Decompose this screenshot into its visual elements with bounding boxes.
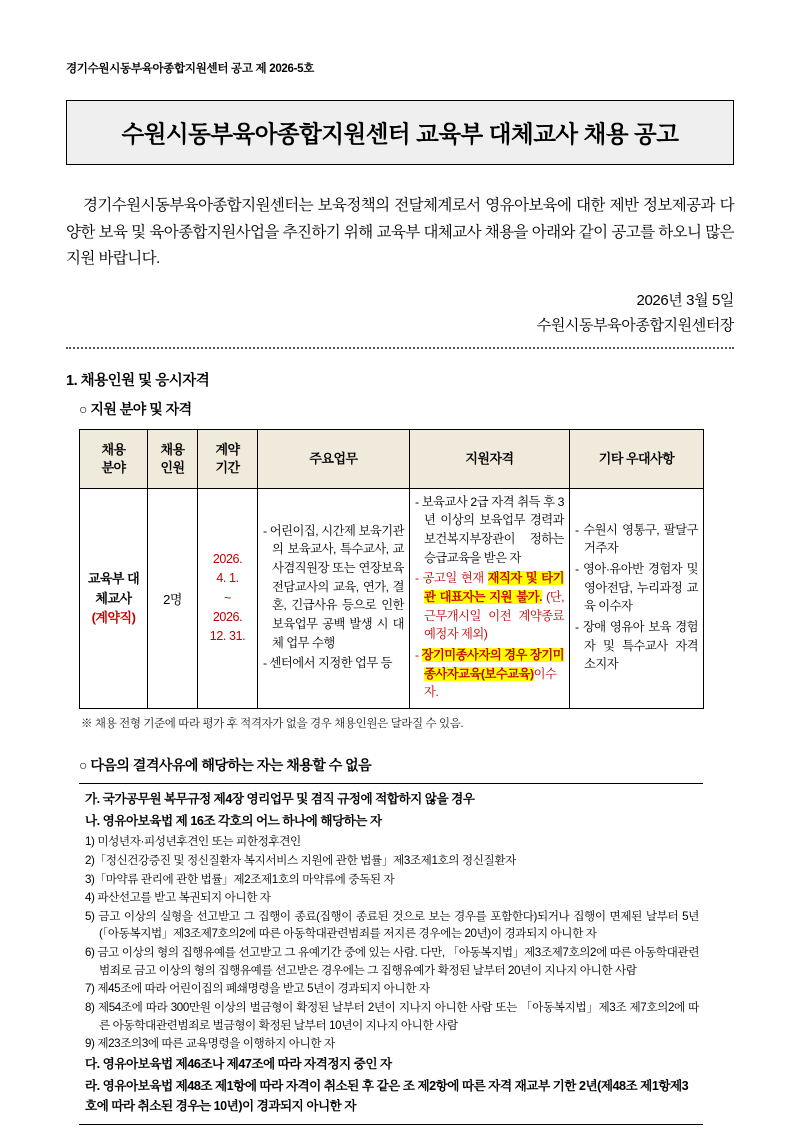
disqualification-item: 1) 미성년자·피성년후견인 또는 피한정후견인 — [85, 835, 301, 849]
document-number: 경기수원시동부육아종합지원센터 공고 제 2026-5호 — [66, 63, 315, 75]
disqualification-item: 다. 영유아보육법 제46조나 제47조에 따라 자격정지 중인 자 — [85, 1056, 392, 1071]
section-2-subheading: ○ 다음의 결격사유에 해당하는 자는 채용할 수 없음 — [79, 757, 372, 774]
cell-duty — [258, 488, 410, 709]
preference-item-2: - 영아·유아반 경험자 및 영아전담, 누리과정 교육 이수자 — [575, 561, 698, 614]
disqualification-item: 8) 제54조에 따라 300만원 이상의 벌금형이 확정된 날부터 2년이 지나지 아니한 사람 또는 「아동복지법」제3조 제7호의2에 따른 아동학대관련범죄로 벌금형이 확정된 날부터 10년이 지나지 아니한 사람 — [85, 1000, 699, 1032]
intro-paragraph: 경기수원시동부육아종합지원센터는 보육정책의 전달체계로서 영유아보육에 대한 제반 정보제공과 다양한 보육 및 육아종합지원사업을 추진하기 위해 교육부 대체교사 채용을 아래와 같이 공고를 하오니 많은 지원 바랍니다. — [66, 197, 734, 268]
cell-preference — [570, 488, 704, 709]
disqualification-box — [79, 783, 703, 1125]
preference-item-1: - 수원시 영통구, 팔달구 거주자 — [575, 522, 698, 556]
preference-item-3: - 장애 영유아 보육 경험자 및 특수교사 자격 소지자 — [575, 620, 698, 672]
column-header-preference: 기타 우대사항 — [570, 429, 704, 488]
issuer-name: 수원시동부육아종합지원센터장 — [536, 317, 734, 335]
duty-item-1: - 어린이집, 시간제 보육기관의 보육교사, 특수교사, 교사겸직원장 또는 연장보육전담교사의 교육, 연가, 결혼, 긴급사유 등으로 인한 보육업무 공백 발생 시 대체 업무 수행 — [263, 523, 404, 650]
field-main: 교육부 대체교사 — [87, 571, 140, 606]
column-header-duty: 주요업무 — [258, 429, 410, 488]
duty-item-2: - 센터에서 지정한 업무 등 — [263, 656, 393, 671]
qual-2-highlight: 재직자 및 타기관 대표자는 지원 불가. — [424, 571, 564, 604]
cell-count: 2명 — [148, 488, 198, 709]
qual-2-suffix: (단, 근무개시일 이전 계약종료 예정자 제외) — [424, 590, 565, 642]
disqualification-item: 7) 제45조에 따라 어린이집의 폐쇄명령을 받고 5년이 경과되지 아니한 자 — [85, 982, 430, 996]
column-header-period: 계약 기간 — [198, 429, 258, 488]
qual-3-highlight: 장기미종사자의 경우 장기미종사자교육(보수교육) — [421, 648, 564, 681]
cell-qualification — [410, 488, 570, 709]
disqualification-item: 6) 금고 이상의 형의 집행유예를 선고받고 그 유예기간 중에 있는 사람. 다만, 「아동복지법」제3조제7호의2에 따른 아동학대관련범죄로 금고 이상의 형의 집행유예를 선고받은 경우에는 그 집행유예가 확정된 날부터 20년이 지나지 아니한 사람 — [85, 946, 699, 977]
title-box — [66, 100, 734, 165]
signature-block — [66, 289, 734, 339]
disqualification-item: 가. 국가공무원 복무규정 제4장 영리업무 및 겸직 규정에 적합하지 않을 경우 — [85, 792, 475, 807]
page-title: 수원시동부육아종합지원센터 교육부 대체교사 채용 공고 — [121, 121, 679, 147]
section-1-heading: 1. 채용인원 및 응시자격 — [66, 372, 210, 389]
cell-period: 2026. 4. 1. ~ 2026. 12. 31. — [198, 488, 258, 709]
qual-2-prefix: - 공고일 현재 — [415, 571, 488, 586]
qualification-item-3 — [415, 646, 564, 702]
disqualification-item: 3)「마약류 관리에 관한 법률」제2조제1호의 마약류에 중독된 자 — [85, 872, 395, 886]
disqualification-item: 라. 영유아보육법 제48조 제1항에 따라 자격이 취소된 후 같은 조 제2항에 따른 자격 재교부 기한 2년(제48조 제1항제3호에 따라 취소된 경우는 10년)이 경과되지 아니한 자 — [85, 1078, 689, 1113]
column-header-field: 채용 분야 — [80, 429, 148, 488]
cell-field — [80, 488, 148, 709]
disqualification-item: 4) 파산선고를 받고 복권되지 아니한 자 — [85, 891, 271, 905]
table-header-row — [80, 429, 704, 488]
qualification-item-1: - 보육교사 2급 자격 취득 후 3년 이상의 보육업무 경력과 보건복지부장관이 정하는 승급교육을 받은 자 — [415, 494, 564, 565]
recruitment-table — [79, 429, 704, 710]
announcement-date: 2026년 3월 5일 — [636, 291, 734, 309]
disqualification-item: 나. 영유아보육법 제 16조 각호의 어느 하나에 해당하는 자 — [85, 814, 382, 829]
field-sub: (계약직) — [91, 610, 136, 626]
qualification-item-2 — [415, 569, 564, 644]
disqualification-item: 2)「정신건강증진 및 정신질환자 복지서비스 지원에 관한 법률」제3조제1호의 정신질환자 — [85, 854, 516, 868]
qual-3-suffix: 이수자. — [424, 666, 557, 700]
column-header-count: 채용 인원 — [148, 429, 198, 488]
qual-3-prefix: - — [415, 648, 422, 663]
disqualification-item: 5) 금고 이상의 실형을 선고받고 그 집행이 종료(집행이 종료된 것으로 보는 경우를 포함한다)되거나 집행이 면제된 날부터 5년(「아동복지법」제3조제7호의2에 따른 아동학대관련범죄를 저지른 경우에는 20년)이 경과되지 아니한 자 — [85, 909, 699, 941]
divider — [66, 347, 734, 349]
section-1-subheading: ○ 지원 분야 및 자격 — [79, 400, 192, 417]
table-note: ※ 채용 전형 기준에 따라 평가 후 적격자가 없을 경우 채용인원은 달라질 수 있음. — [81, 718, 464, 731]
disqualification-item: 9) 제23조의3에 따른 교육명령을 이행하지 아니한 자 — [85, 1037, 335, 1051]
column-header-qualification: 지원자격 — [410, 429, 570, 488]
table-row — [80, 488, 704, 709]
